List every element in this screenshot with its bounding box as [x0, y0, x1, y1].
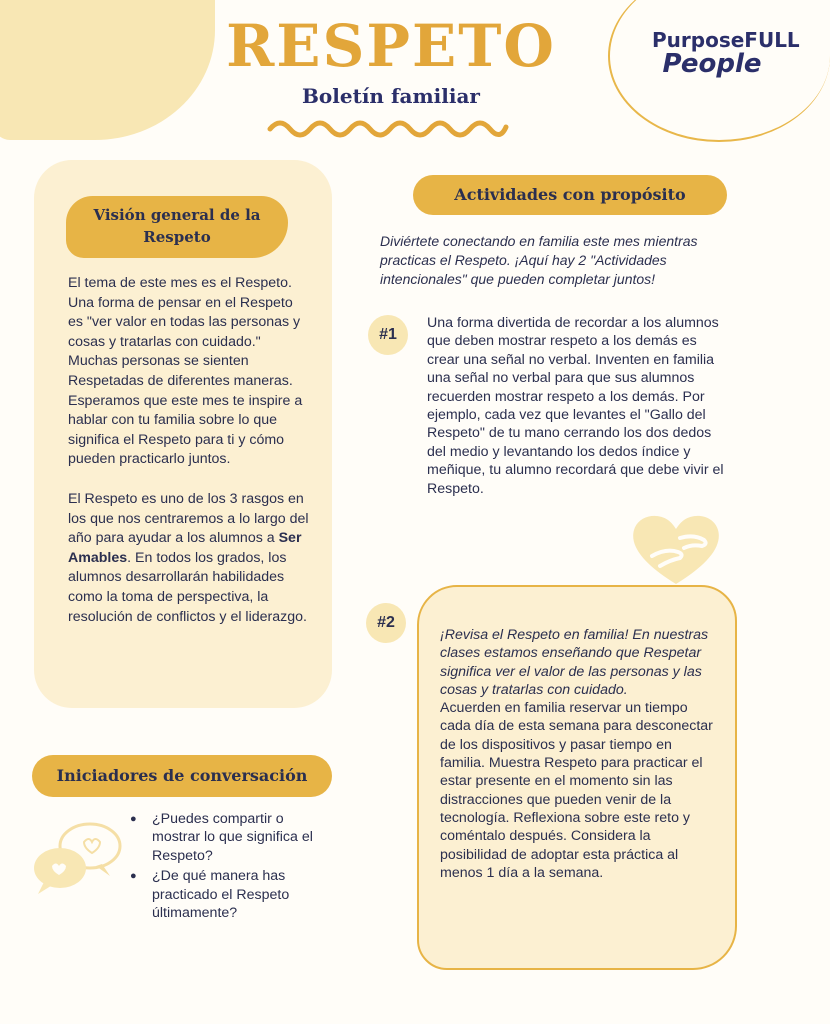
- activity-2-text: [440, 626, 720, 882]
- activity-1-badge: #1: [368, 315, 408, 355]
- overview-paragraph-1: El tema de este mes es el Respeto. Una forma de pensar en el Respeto es "ver valor en todas las personas y cosas y tratarlas con cuidado." Muchas personas se sienten Respetadas de diferentes maneras. Esperamos que este mes te inspire a hablar con tu familia sobre lo que significa el Respeto para ti y cómo pueden practicarlo juntos.: [68, 275, 303, 468]
- activities-heading: Actividades con propósito: [413, 175, 727, 215]
- overview-text: [68, 274, 310, 647]
- activity-2-body: Acuerden en familia reservar un tiempo cada día de esta semana para desconectar de los dispositivos y pasar tiempo en familia. Muestra Respeto para practicar el estar presente en el momento sin las distracciones que pueden venir de la tecnología. Reflexiona sobre este reto y coméntalo después. Considera la posibilidad de adoptar esta práctica al menos 1 día a la semana.: [440, 700, 713, 881]
- overview-heading: Visión general de la Respeto: [66, 196, 288, 258]
- be-kind-emphasis: Ser Amables: [68, 530, 302, 566]
- activity-1-text: Una forma divertida de recordar a los alumnos que deben mostrar respeto a los demás es crear una señal no verbal. Inventen en familia una señal no verbal para que sus alumnos recuerden mostrar respeto a los demás. Por ejemplo, cada vez que levantes el "Gallo del Respeto" de tu mano cerrando los dos dedos del medio y levantando los dedos índice y meñique, tu alumno recordará que debe vivir el Respeto.: [427, 315, 724, 497]
- logo-line1: PurposeFULL: [652, 28, 800, 52]
- activity-2-badge: #2: [366, 603, 406, 643]
- list-item: ● ¿Puedes compartir o mostrar lo que significa el Respeto?: [130, 810, 315, 865]
- conversation-list: [130, 810, 315, 924]
- wave-divider: [268, 117, 508, 137]
- chat-bubbles-icon: [30, 818, 125, 898]
- logo-line2: People: [662, 49, 762, 79]
- activities-intro: Diviértete conectando en familia este mes mientras practicas el Respeto. ¡Aquí hay 2 "Actividades intencionales" que pueden completar juntos!: [380, 233, 698, 287]
- heart-hands-icon: [630, 510, 722, 586]
- conversation-heading: Iniciadores de conversación: [32, 755, 332, 797]
- brand-logo: [652, 28, 800, 79]
- page-subtitle: Boletín familiar: [302, 84, 480, 108]
- page-title: RESPETO: [226, 12, 556, 80]
- list-item: ● ¿De qué manera has practicado el Respeto últimamente?: [130, 867, 315, 922]
- overview-paragraph-2: El Respeto es uno de los 3 rasgos en los que nos centraremos a lo largo del año para ayudar a los alumnos a Ser Amables. En todos los grados, los alumnos desarrollarán habilidades como la toma de perspectiva, la resolución de conflictos y el liderazgo.: [68, 490, 309, 625]
- activity-2-intro: ¡Revisa el Respeto en familia! En nuestras clases estamos enseñando que Respetar significa ver el valor de las personas y las cosas y tratarlas con cuidado.: [440, 627, 709, 698]
